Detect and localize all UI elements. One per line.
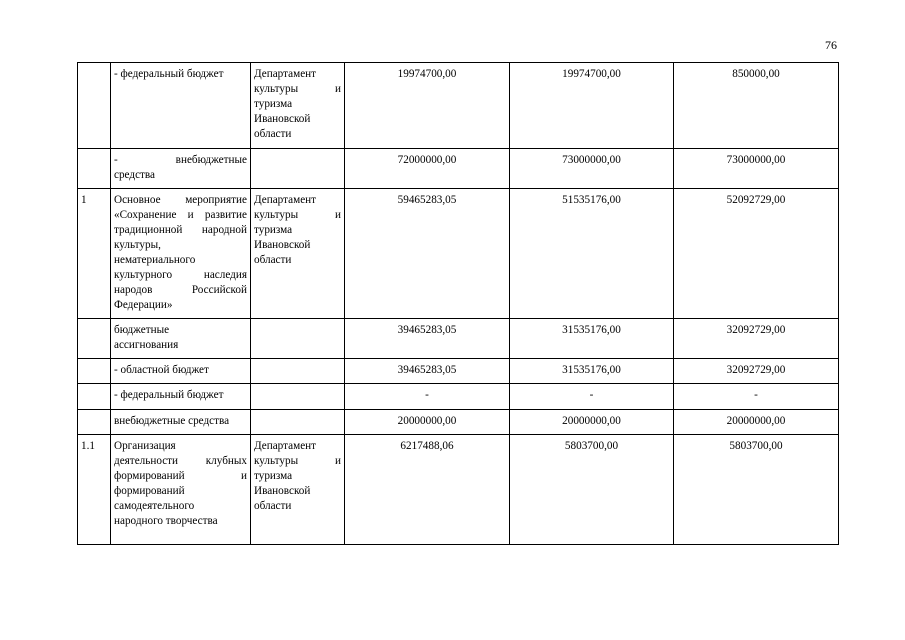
page-number: 76 (825, 38, 837, 52)
executor-line: области (254, 500, 292, 512)
activity-name-line: народов Российской (114, 284, 247, 296)
activity-name-line: самодеятельного (114, 500, 195, 512)
activity-name-line: Организация (114, 440, 176, 452)
table-row (78, 435, 839, 545)
amount-cell-year-1: 19974700,00 (345, 63, 510, 149)
activity-name-line: традиционной народной (114, 224, 247, 236)
activity-name-cell (111, 189, 251, 319)
activity-name-line: - федеральный бюджет (114, 68, 224, 80)
activity-name-line: нематериального (114, 254, 196, 266)
amount-cell-year-2: 20000000,00 (510, 410, 674, 435)
row-number-cell (78, 63, 111, 149)
activity-name-line: культуры, (114, 239, 161, 251)
activity-name-line: бюджетные (114, 324, 170, 336)
activity-name-cell (111, 319, 251, 359)
amount-cell-year-2: 73000000,00 (510, 149, 674, 189)
row-number-cell (78, 149, 111, 189)
amount-cell-year-3: 5803700,00 (674, 435, 839, 545)
executor-line: Департамент (254, 194, 317, 206)
amount-cell-year-3: - (674, 384, 839, 410)
executor-line: Департамент (254, 440, 317, 452)
row-number-cell: 1.1 (78, 435, 111, 545)
executor-line: Ивановской (254, 113, 311, 125)
amount-cell-year-1: 59465283,05 (345, 189, 510, 319)
amount-cell-year-1: 20000000,00 (345, 410, 510, 435)
budget-table-body (78, 63, 839, 545)
activity-name-line: формирований (114, 485, 185, 497)
activity-name-cell (111, 384, 251, 410)
executor-cell (251, 384, 345, 410)
row-number-cell (78, 319, 111, 359)
executor-line: туризма (254, 224, 293, 236)
amount-cell-year-3: 20000000,00 (674, 410, 839, 435)
activity-name-line: Основное мероприятие (114, 194, 247, 206)
amount-cell-year-2: 31535176,00 (510, 319, 674, 359)
table-row (78, 319, 839, 359)
executor-line: культуры и (254, 209, 341, 221)
executor-line: туризма (254, 98, 293, 110)
amount-cell-year-1: 6217488,06 (345, 435, 510, 545)
table-row (78, 149, 839, 189)
executor-cell (251, 63, 345, 149)
activity-name-line: - федеральный бюджет (114, 389, 224, 401)
row-number-cell (78, 384, 111, 410)
amount-cell-year-2: 51535176,00 (510, 189, 674, 319)
amount-cell-year-3: 32092729,00 (674, 359, 839, 384)
executor-line: Ивановской (254, 239, 311, 251)
executor-line: Департамент (254, 68, 317, 80)
table-row (78, 410, 839, 435)
activity-name-cell (111, 359, 251, 384)
activity-name-line: - областной бюджет (114, 364, 209, 376)
row-number-cell (78, 359, 111, 384)
table-row (78, 63, 839, 149)
amount-cell-year-2: 31535176,00 (510, 359, 674, 384)
activity-name-cell (111, 63, 251, 149)
executor-line: Ивановской (254, 485, 311, 497)
executor-cell (251, 410, 345, 435)
activity-name-line: деятельности клубных (114, 455, 247, 467)
row-number-cell (78, 410, 111, 435)
table-row (78, 359, 839, 384)
activity-name-line: народного творчества (114, 515, 218, 527)
table-row (78, 384, 839, 410)
activity-name-line: формирований и (114, 470, 247, 482)
row-number-cell: 1 (78, 189, 111, 319)
activity-name-line: Федерации» (114, 299, 173, 311)
activity-name-line: «Сохранение и развитие (114, 209, 247, 221)
amount-cell-year-2: - (510, 384, 674, 410)
activity-name-line: культурного наследия (114, 269, 247, 281)
amount-cell-year-3: 52092729,00 (674, 189, 839, 319)
amount-cell-year-1: 72000000,00 (345, 149, 510, 189)
amount-cell-year-3: 73000000,00 (674, 149, 839, 189)
activity-name-line: внебюджетные средства (114, 415, 230, 427)
amount-cell-year-3: 32092729,00 (674, 319, 839, 359)
executor-line: культуры и (254, 455, 341, 467)
amount-cell-year-1: - (345, 384, 510, 410)
amount-cell-year-2: 5803700,00 (510, 435, 674, 545)
executor-cell (251, 149, 345, 189)
amount-cell-year-1: 39465283,05 (345, 319, 510, 359)
executor-cell (251, 435, 345, 545)
activity-name-cell (111, 435, 251, 545)
activity-name-line: ассигнования (114, 339, 179, 351)
activity-name-cell (111, 410, 251, 435)
executor-cell (251, 359, 345, 384)
executor-line: области (254, 128, 292, 140)
executor-line: области (254, 254, 292, 266)
amount-cell-year-3: 850000,00 (674, 63, 839, 149)
executor-line: туризма (254, 470, 293, 482)
activity-name-cell (111, 149, 251, 189)
table-row (78, 189, 839, 319)
budget-table (77, 62, 839, 545)
activity-name-line: - внебюджетные (114, 154, 247, 166)
amount-cell-year-2: 19974700,00 (510, 63, 674, 149)
executor-cell (251, 189, 345, 319)
executor-cell (251, 319, 345, 359)
executor-line: культуры и (254, 83, 341, 95)
amount-cell-year-1: 39465283,05 (345, 359, 510, 384)
activity-name-line: средства (114, 169, 156, 181)
